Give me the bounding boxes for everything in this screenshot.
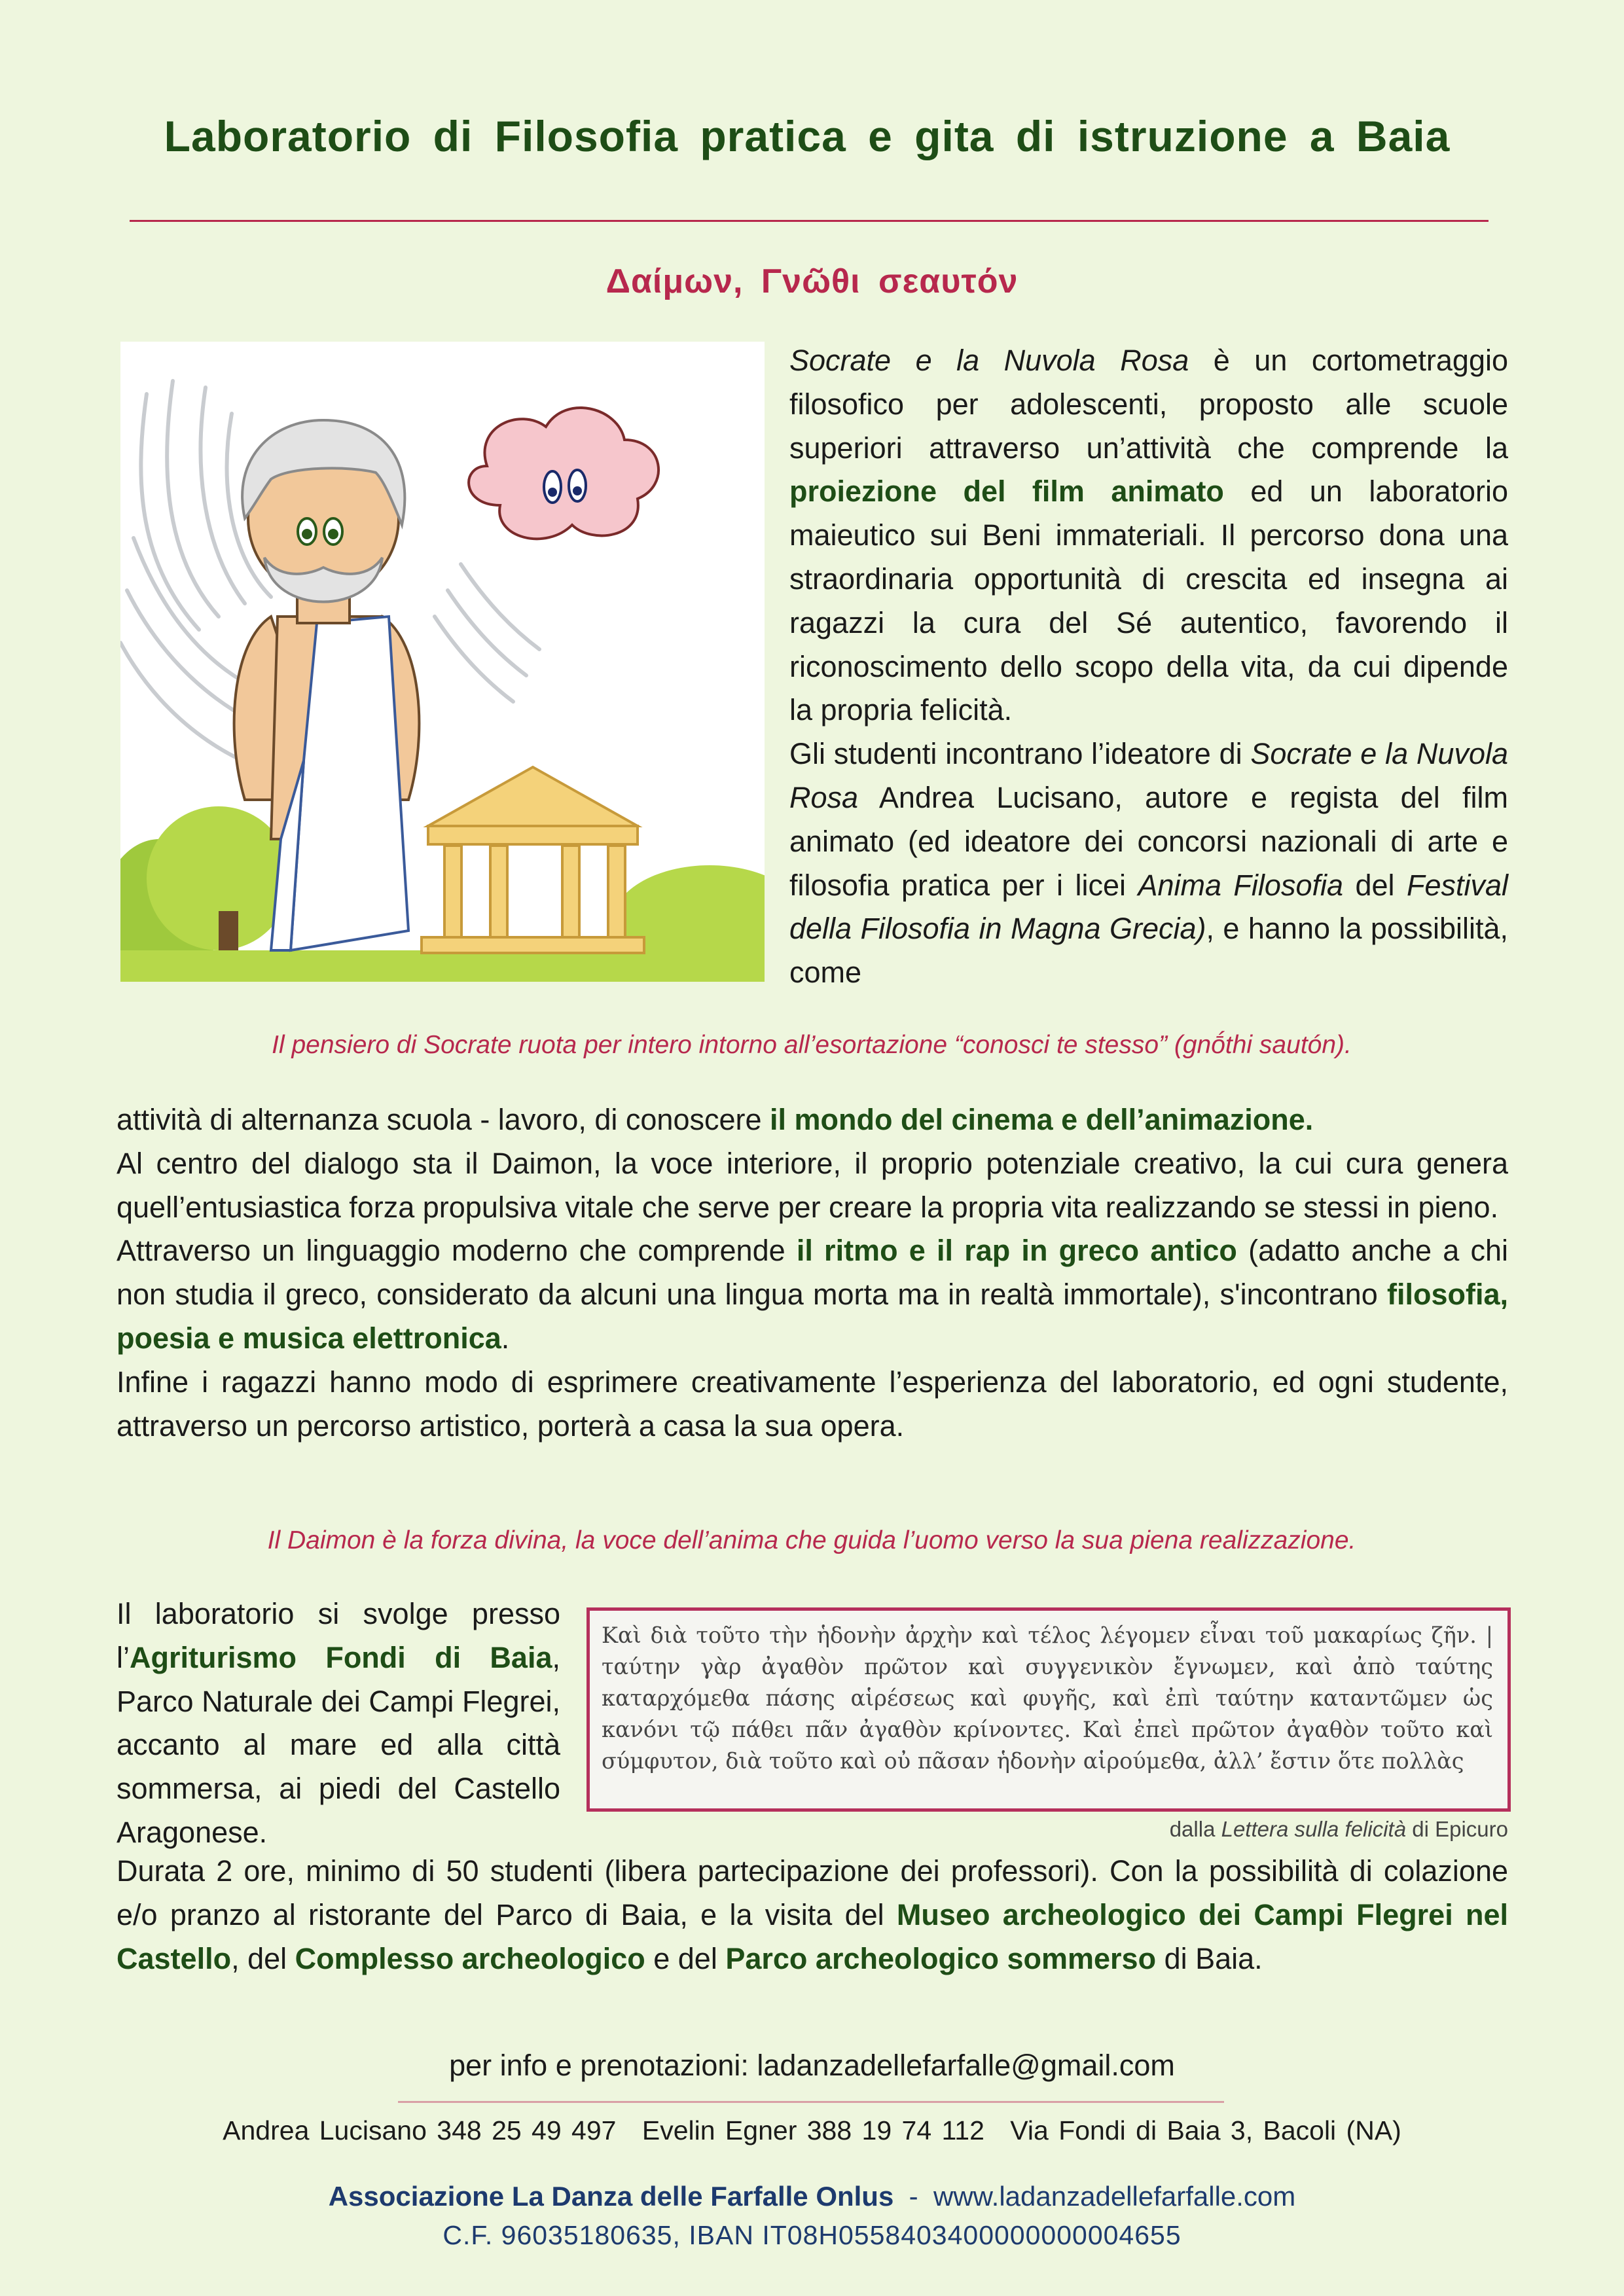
complex-name: Complesso archeologico bbox=[295, 1941, 645, 1975]
booking-info: per info e prenotazioni: ladanzadellefarfalle@gmail.com bbox=[449, 2049, 1175, 2082]
duration-text: , del bbox=[231, 1941, 295, 1975]
greek-subtitle: Δαίμων, Γνῶθι σεαυτόν bbox=[605, 262, 1019, 300]
main-text: attività di alternanza scuola - lavoro, di conoscere bbox=[117, 1103, 770, 1136]
main-paragraph bbox=[117, 1098, 1508, 1448]
socrates-cartoon-illustration bbox=[120, 342, 765, 982]
duration-text: Durata 2 ore, minimo di 50 studenti (libera partecipazione dei professori). Con la possibilità di colazione e/o pranzo al ristorante del Parco di Baia, e la visita del bbox=[117, 1854, 1508, 1931]
film-title: Socrate e la Nuvola Rosa bbox=[789, 737, 1508, 814]
duration-paragraph bbox=[117, 1850, 1508, 1981]
main-highlight: filosofia, poesia e musica elettronica bbox=[117, 1278, 1508, 1355]
website-link[interactable]: www.ladanzadellefarfalle.com bbox=[933, 2181, 1296, 2212]
caption-text: dalla bbox=[1169, 1817, 1221, 1841]
caption-work-title: Lettera sulla felicità bbox=[1221, 1817, 1407, 1841]
main-text: Attraverso un linguaggio moderno che comprende bbox=[117, 1234, 797, 1268]
main-text: (adatto anche a chi non studia il greco, considerato da alcuni una lingua morta ma in realtà immortale), s'incontrano bbox=[117, 1234, 1508, 1312]
festival-name: Festival della Filosofia in Magna Grecia) bbox=[789, 868, 1508, 946]
duration-text: e del bbox=[645, 1941, 726, 1975]
epicurus-greek-text: Καὶ διὰ τοῦτο τὴν ἡδονὴν ἀρχὴν καὶ τέλος λέγομεν εἶναι τοῦ μακαρίως ζῆν. | ταύτην γὰρ ἀγαθὸν πρῶτον καὶ συγγενικὸν ἔγνωμεν, καὶ ἀπὸ ταύτης καταρχόμεθα πάσης αἱρέσεως καὶ φυγῆς, καὶ ἐπὶ ταύτην καταντῶμεν ὡς κανόνι τῷ πάθει πᾶν ἀγαθὸν κρίνοντες. Καὶ ἐπεὶ πρῶτον ἀγαθὸν τοῦτο καὶ σύμφυτον, διὰ τοῦτο καὶ οὐ πᾶσαν ἡδονὴν αἱρούμεθα, ἀλλ’ ἔστιν ὅτε πολλὰς bbox=[602, 1623, 1493, 1774]
page-title: Laboratorio di Filosofia pratica e gita di istruzione a Baia bbox=[164, 112, 1451, 160]
intro-text: è un cortometraggio filosofico per adolescenti, proposto alle scuole superiori attraverso un’attività che comprende la bbox=[789, 344, 1508, 465]
greek-text-excerpt bbox=[586, 1607, 1511, 1812]
contact-line bbox=[0, 2115, 1624, 2146]
greek-excerpt-caption bbox=[982, 1817, 1508, 1842]
fiscal-code-iban: C.F. 96035180635, IBAN IT08H0558403400000000004655 bbox=[442, 2220, 1182, 2250]
film-title: Socrate e la Nuvola Rosa bbox=[789, 344, 1189, 377]
venue-text: , Parco Naturale dei Campi Flegrei, accanto al mare ed alla città sommersa, ai piedi del Castello Aragonese. bbox=[117, 1640, 560, 1849]
association-name: Associazione La Danza delle Farfalle Onlus bbox=[328, 2181, 894, 2212]
main-highlight: il mondo del cinema e dell’animazione. bbox=[770, 1103, 1314, 1136]
contact-address: Via Fondi di Baia 3, Bacoli (NA) bbox=[1010, 2115, 1401, 2145]
title-divider bbox=[130, 220, 1489, 222]
intro-text: del bbox=[1343, 868, 1407, 902]
intro-text: Andrea Lucisano, autore e regista del film animato (ed ideatore dei concorsi nazionali di arte e filosofia pratica per i licei bbox=[789, 780, 1508, 902]
intro-paragraph bbox=[789, 339, 1508, 995]
socrates-quote: Il pensiero di Socrate ruota per intero intorno all’esortazione “conosci te stesso” (gnṓthi sautón). bbox=[272, 1031, 1352, 1059]
intro-text: , e hanno la possibilità, come bbox=[789, 912, 1508, 990]
association-line bbox=[0, 2181, 1624, 2212]
venue-paragraph bbox=[117, 1592, 560, 1855]
footer-divider bbox=[398, 2101, 1224, 2103]
contest-name: Anima Filosofia bbox=[1138, 868, 1343, 902]
venue-name: Agriturismo Fondi di Baia bbox=[130, 1640, 552, 1674]
duration-text: di Baia. bbox=[1156, 1941, 1263, 1975]
contact-evelin: Evelin Egner 388 19 74 112 bbox=[641, 2115, 984, 2145]
museum-name: Museo archeologico dei Campi Flegrei nel Castello bbox=[117, 1897, 1508, 1975]
main-text: . bbox=[501, 1321, 510, 1355]
daimon-quote: Il Daimon è la forza divina, la voce dell’anima che guida l’uomo verso la sua piena realizzazione. bbox=[267, 1526, 1356, 1554]
main-highlight: il ritmo e il rap in greco antico bbox=[796, 1234, 1237, 1268]
venue-text: Il laboratorio si svolge presso l’ bbox=[117, 1597, 560, 1674]
intro-text: ed un laboratorio maieutico sui Beni immateriali. Il percorso dona una straordinaria opportunità di crescita ed insegna ai ragazzi la cura del Sé autentico, favorendo il riconoscimento dello scopo della vita, da cui dipende la propria felicità. bbox=[789, 475, 1509, 727]
intro-highlight: proiezione del film animato bbox=[789, 475, 1224, 509]
contact-andrea: Andrea Lucisano 348 25 49 497 bbox=[223, 2115, 617, 2145]
park-name: Parco archeologico sommerso bbox=[725, 1941, 1157, 1975]
intro-text: Gli studenti incontrano l’ideatore di bbox=[789, 737, 1251, 771]
main-text: Infine i ragazzi hanno modo di esprimere creativamente l’esperienza del laboratorio, ed ogni studente, attraverso un percorso artistico, porterà a casa la sua opera. bbox=[117, 1365, 1508, 1443]
association-separator: - bbox=[893, 2181, 933, 2212]
main-text: Al centro del dialogo sta il Daimon, la voce interiore, il proprio potenziale creativo, la cui cura genera quell’entusiastica forza propulsiva vitale che serve per creare la propria vita realizzando se stessi in pieno. bbox=[117, 1146, 1508, 1224]
caption-text: di Epicuro bbox=[1406, 1817, 1508, 1841]
